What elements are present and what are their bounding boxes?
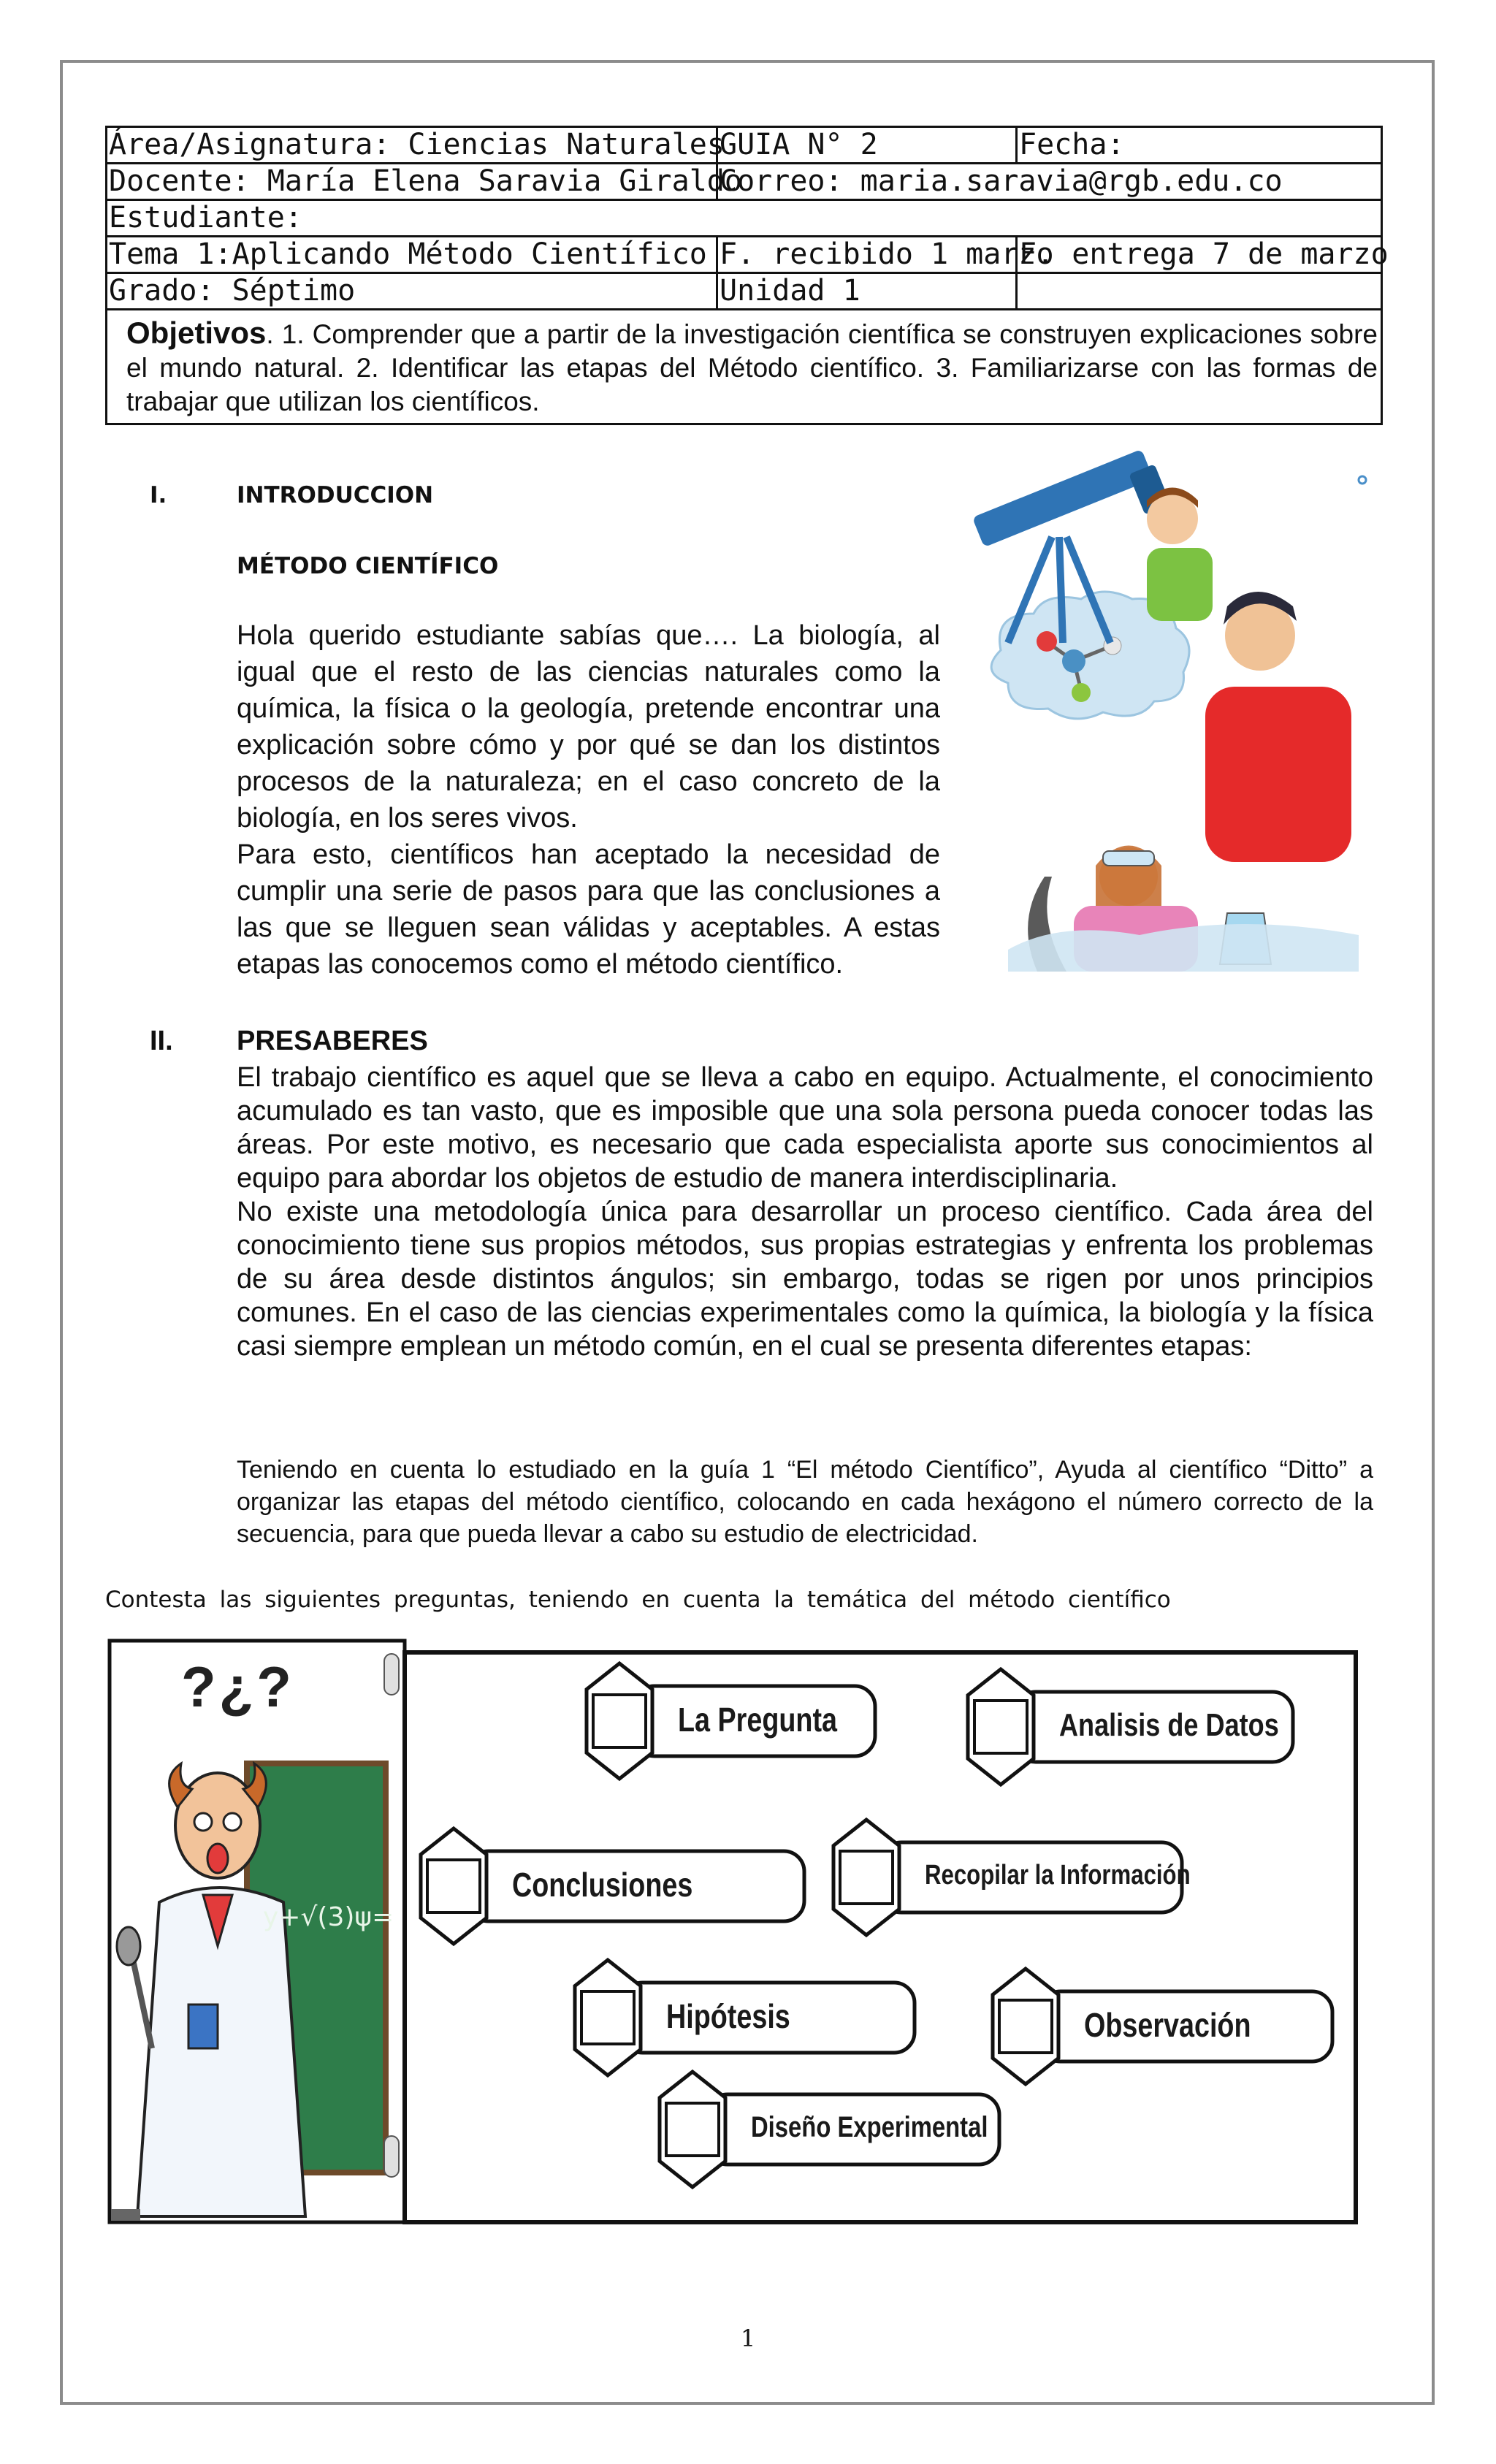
grado-cell: Grado: Séptimo [107, 273, 717, 310]
recibido-cell: F. recibido 1 marzo [717, 237, 1017, 273]
unidad-cell: Unidad 1 [717, 273, 1017, 310]
intro-paragraph-1: Hola querido estudiante sabías que…. La biología, al igual que el resto de las ciencias naturales como la química, la física o la geología, pretende encontrar una explicación sobre cómo y por qué se dan los distintos procesos de la naturaleza; en el caso concreto de la biología, en los seres vivos. [237, 620, 940, 834]
presaberes-text [237, 1061, 1373, 1363]
intro-numeral: I. [150, 482, 167, 508]
intro-text [237, 617, 940, 983]
stage-answer-box[interactable] [427, 1860, 480, 1912]
objetivos-label: Objetivos [126, 316, 267, 350]
fecha-cell: Fecha: [1017, 127, 1382, 164]
docente-cell: Docente: María Elena Saravia Giraldo [107, 164, 717, 200]
task-instructions: Teniendo en cuenta lo estudiado en la guía 1 “El método Científico”, Ayuda al científico “Ditto” a organizar las etapas del método científico, colocando en cada hexágono el número correcto de la secuencia, para que pueda llevar a cabo su estudio de electricidad. [237, 1456, 1373, 1548]
entrega-cell: F. entrega 7 de marzo [1017, 237, 1382, 273]
area-cell: Área/Asignatura: Ciencias Naturales [107, 127, 717, 164]
guia-cell: GUIA N° 2 [717, 127, 1017, 164]
header-info-table [105, 126, 1389, 425]
question-marks: ?¿? [181, 1655, 294, 1719]
stage-label: Conclusiones [512, 1866, 693, 1904]
stage-label: Observación [1084, 2006, 1251, 2045]
intro-subtitle: MÉTODO CIENTÍFICO [237, 553, 499, 579]
objetivos-cell [107, 310, 1382, 424]
stage-label: Diseño Experimental [751, 2111, 988, 2144]
page-number: 1 [740, 2324, 756, 2352]
chalkboard-formula: y+√(3)ψ= [263, 1902, 394, 1932]
stage-answer-box[interactable] [666, 2103, 719, 2156]
stage-answer-box[interactable] [974, 1701, 1027, 1753]
stage-answer-box[interactable] [593, 1695, 646, 1747]
stage-answer-box[interactable] [999, 2000, 1052, 2053]
stage-label: Analisis de Datos [1059, 1706, 1279, 1743]
contesta-instruction: Contesta las siguientes preguntas, teniendo en cuenta la temática del método científico [105, 1587, 1171, 1613]
stage-label: La Pregunta [678, 1701, 837, 1739]
stage-answer-box[interactable] [840, 1851, 893, 1904]
presaberes-paragraph-2: No existe una metodología única para desarrollar un proceso científico. Cada área del conocimiento tiene sus propios métodos, sus propias estrategias y enfrenta los problemas de su área desde distintos ángulos; sin embargo, todas se rigen por unos principios comunes. En el caso de las ciencias experimentales como la química, la biología y la física casi siempre emplean un método común, en el cual se presenta diferentes etapas: [237, 1197, 1373, 1362]
stage-answer-box[interactable] [581, 1991, 634, 2044]
empty-cell [1017, 273, 1382, 310]
estudiante-cell: Estudiante: [107, 200, 1382, 237]
stage-label: Recopilar la Información [925, 1860, 1191, 1891]
intro-title: INTRODUCCION [237, 482, 434, 508]
method-activity [108, 1639, 1359, 2225]
objetivos-text: . 1. Comprender que a partir de la investigación científica se construyen explicaciones sobre el mundo natural. 2. Identificar las etapas del Método científico. 3. Familiarizarse con las formas de trabajar que utilizan los científicos. [126, 319, 1378, 416]
stage-label: Hipótesis [666, 1997, 790, 2036]
scientists-illustration [964, 468, 1373, 972]
intro-paragraph-2: Para esto, científicos han aceptado la necesidad de cumplir una serie de pasos para que las conclusiones a las que se lleguen sean válidas y aceptables. A estas etapas las conocemos como el método científico. [237, 839, 940, 980]
correo-cell: Correo: maria.saravia@rgb.edu.co [717, 164, 1382, 200]
tema-cell: Tema 1:Aplicando Método Científico [107, 237, 717, 273]
presaberes-title: PRESABERES [237, 1026, 428, 1056]
presaberes-paragraph-1: El trabajo científico es aquel que se lleva a cabo en equipo. Actualmente, el conocimiento acumulado es tan vasto, que es imposible que una sola persona pueda conocer todas las áreas. Por este motivo, es necesario que cada especialista aporte sus conocimientos al equipo para abordar los objetos de estudio de manera interdisciplinaria. [237, 1062, 1373, 1194]
presaberes-numeral: II. [150, 1026, 173, 1056]
